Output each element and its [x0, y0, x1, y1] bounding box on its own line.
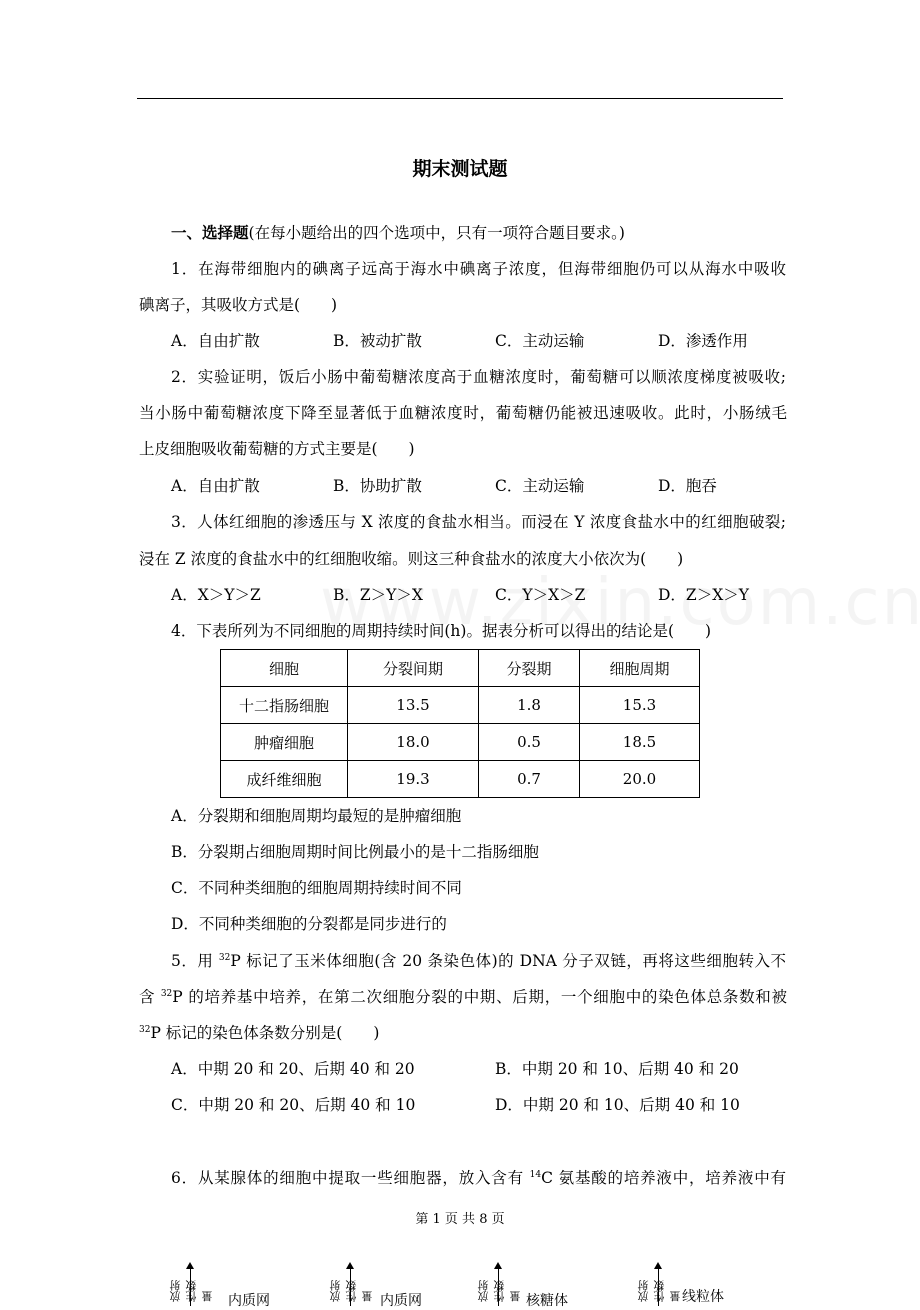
- table-cell: 13.5: [348, 687, 479, 724]
- q3-option-d: D．Z＞X＞Y: [658, 586, 749, 604]
- section-note: (在每小题给出的四个选项中，只有一项符合题目要求。): [248, 224, 625, 242]
- q4-option-a: A．分裂期和细胞周期均最短的是肿瘤细胞: [171, 807, 462, 825]
- q5-line-3-end: P 标记的染色体条数分别是( ): [150, 1024, 380, 1042]
- table-cell: 20.0: [580, 761, 700, 798]
- section-heading: [171, 222, 786, 244]
- q3-line-1: 3．人体红细胞的渗透压与 X 浓度的食盐水相当。而浸在 Y 浓度食盐水中的红细胞破裂;: [171, 513, 786, 531]
- q4-option-d: D．不同种类细胞的分裂都是同步进行的: [171, 915, 447, 933]
- table-header-row: [221, 650, 700, 687]
- page-title: 期末测试题: [412, 158, 508, 180]
- q3-option-a: A．X＞Y＞Z: [171, 586, 261, 604]
- q1-option-a: A．自由扩散: [171, 332, 260, 350]
- isotope-mass: 14: [529, 1170, 542, 1180]
- graph-4: [637, 1262, 778, 1305]
- q5-line-2-start: 含: [139, 988, 161, 1006]
- isotope-mass: 32: [160, 989, 173, 999]
- graph-1: [169, 1262, 310, 1309]
- q3-option-c: C．Y＞X＞Z: [495, 586, 586, 604]
- q4-option-b: B．分裂期占细胞周期时间比例最小的是十二指肠细胞: [171, 843, 539, 861]
- table-row: [221, 761, 700, 798]
- q2-line-2: 当小肠中葡萄糖浓度下降至显著低于血糖浓度时，葡萄糖仍能被迅速吸收。此时，小肠绒毛: [139, 404, 787, 422]
- q1-line-2: 碘离子，其吸收方式是( ): [139, 296, 338, 314]
- q2-line-3: 上皮细胞吸收葡萄糖的方式主要是( ): [139, 440, 415, 458]
- q1-option-b: B．被动扩散: [333, 332, 422, 350]
- table-cell: 19.3: [348, 761, 479, 798]
- graph-2: [329, 1262, 470, 1309]
- table-cell: 十二指肠细胞: [221, 687, 348, 724]
- q5-line-1-end: P 标记了玉米体细胞(含 20 条染色体)的 DNA 分子双链，再将这些细胞转入不: [230, 952, 786, 970]
- graph-ylabel: 放射性数量: [477, 1280, 522, 1302]
- graph-label: 核糖体: [526, 1293, 568, 1309]
- q2-option-b: B．协助扩散: [333, 477, 422, 495]
- table-cell: 15.3: [580, 687, 700, 724]
- header-rule: [137, 98, 783, 99]
- table-row: [221, 687, 700, 724]
- q2-option-c: C．主动运输: [495, 477, 585, 495]
- table-cell: 1.8: [479, 687, 580, 724]
- isotope-mass: 32: [139, 1025, 151, 1035]
- q6-line-1: [171, 1167, 786, 1189]
- q5-line-2-end: P 的培养基中培养，在第二次细胞分裂的中期、后期，一个细胞中的染色体总条数和被: [172, 988, 787, 1006]
- table-header-cell: 分裂期: [479, 650, 580, 687]
- q3-line-2: 浸在 Z 浓度的食盐水中的红细胞收缩。则这三种食盐水的浓度大小依次为( ): [139, 550, 684, 568]
- graph-3: [477, 1262, 618, 1309]
- q5-option-a: A．中期 20 和 20、后期 40 和 20: [171, 1060, 415, 1078]
- q5-option-d: D．中期 20 和 10、后期 40 和 10: [495, 1096, 740, 1114]
- q2-line-1: 2．实验证明，饭后小肠中葡萄糖浓度高于血糖浓度时，葡萄糖可以顺浓度梯度被吸收;: [171, 368, 786, 386]
- graph-ylabel: 放射性数量: [329, 1280, 374, 1302]
- table-cell: 肿瘤细胞: [221, 724, 348, 761]
- graph-label: 内质网: [228, 1293, 270, 1309]
- table-cell: 0.5: [479, 724, 580, 761]
- graph-label: 线粒体: [682, 1289, 724, 1305]
- table-row: [221, 724, 700, 761]
- q5-option-b: B．中期 20 和 10、后期 40 和 20: [495, 1060, 739, 1078]
- q4-line-1: 4．下表所列为不同细胞的周期持续时间(h)。据表分析可以得出的结论是( ): [171, 622, 712, 640]
- q5-line-1: [171, 950, 786, 972]
- q6-line-1-end: C 氨基酸的培养液中，培养液中有: [541, 1169, 786, 1187]
- table-header-cell: 细胞: [221, 650, 348, 687]
- table-cell: 18.0: [348, 724, 479, 761]
- page-footer: 第 1 页 共 8 页: [415, 1212, 505, 1227]
- q1-line-1: 1．在海带细胞内的碘离子远高于海水中碘离子浓度，但海带细胞仍可以从海水中吸收: [171, 260, 786, 278]
- table-cell: 成纤维细胞: [221, 761, 348, 798]
- graph-ylabel: 放射性数量: [637, 1280, 682, 1302]
- q5-line-1-start: 5．用: [171, 952, 219, 970]
- graph-label: 内质网: [380, 1293, 422, 1309]
- cell-cycle-table: [220, 649, 700, 798]
- table-header-cell: 分裂间期: [348, 650, 479, 687]
- q6-line-1-start: 6．从某腺体的细胞中提取一些细胞器，放入含有: [171, 1169, 530, 1187]
- table-header-cell: 细胞周期: [580, 650, 700, 687]
- table-cell: 0.7: [479, 761, 580, 798]
- q5-line-3: [139, 1022, 787, 1044]
- q5-line-2: [139, 986, 787, 1008]
- table-cell: 18.5: [580, 724, 700, 761]
- graph-ylabel: 放射性数量: [169, 1280, 214, 1302]
- q2-option-d: D．胞吞: [658, 477, 717, 495]
- section-title: 一、选择题: [171, 224, 249, 242]
- q1-option-d: D．渗透作用: [658, 332, 748, 350]
- q3-option-b: B．Z＞Y＞X: [333, 586, 423, 604]
- q5-option-c: C．中期 20 和 20、后期 40 和 10: [171, 1096, 416, 1114]
- isotope-mass: 32: [218, 953, 231, 963]
- q1-option-c: C．主动运输: [495, 332, 585, 350]
- q4-option-c: C．不同种类细胞的细胞周期持续时间不同: [171, 879, 462, 897]
- q2-option-a: A．自由扩散: [171, 477, 260, 495]
